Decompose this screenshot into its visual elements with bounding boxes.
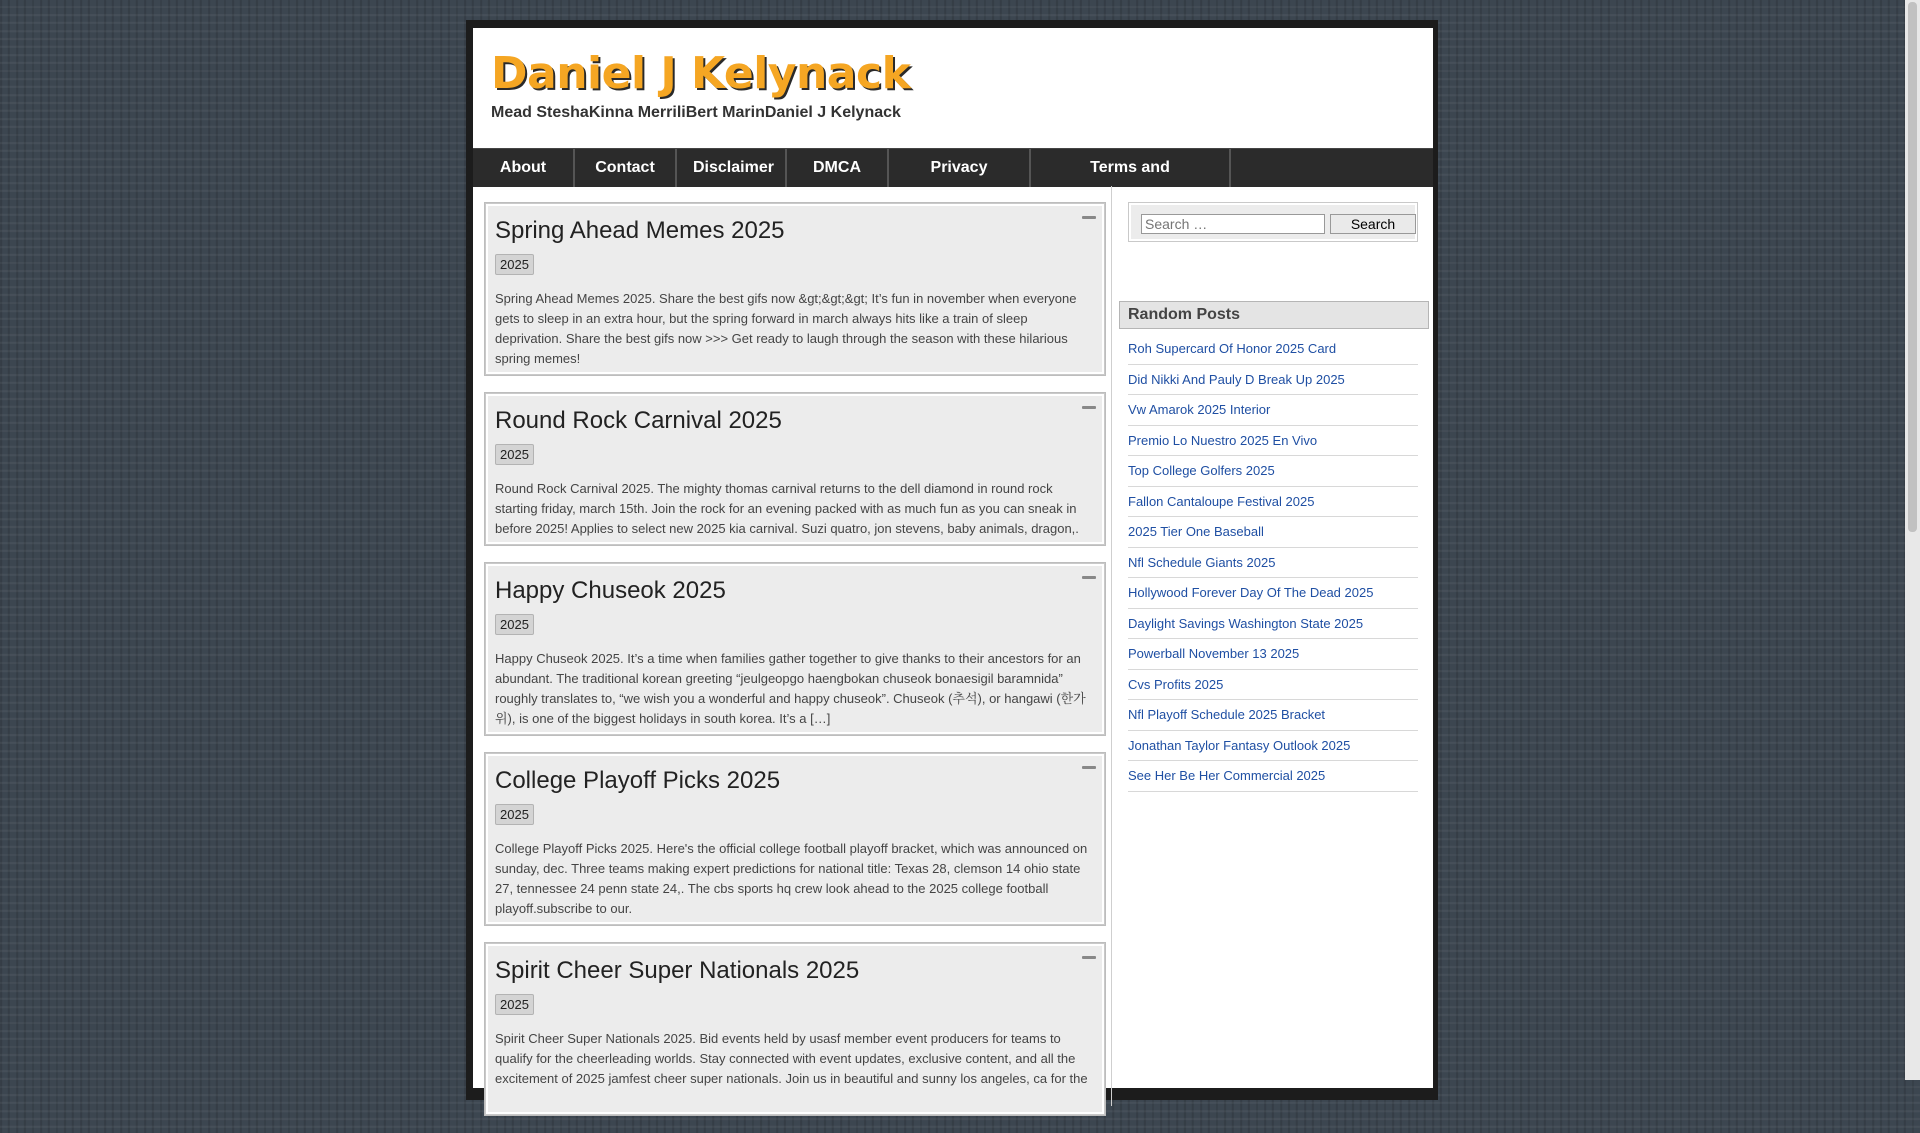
random-posts-list: [1128, 334, 1418, 792]
random-post-link[interactable]: Daylight Savings Washington State 2025: [1128, 615, 1364, 631]
search-widget: [1128, 202, 1418, 242]
random-post-link[interactable]: Nfl Playoff Schedule 2025 Bracket: [1128, 707, 1326, 722]
post-card: [485, 203, 1105, 375]
nav-item-terms[interactable]: Terms and: [1031, 149, 1231, 187]
random-post-link[interactable]: Premio Lo Nuestro 2025 En Vivo: [1128, 432, 1318, 448]
search-input[interactable]: [1141, 214, 1325, 234]
random-post-link[interactable]: 2025 Tier One Baseball: [1128, 524, 1264, 539]
list-item: [1128, 517, 1418, 548]
page: [473, 28, 1433, 1088]
nav-item-privacy-policy[interactable]: Privacy: [889, 149, 1031, 187]
scrollbar-thumb[interactable]: [1908, 2, 1917, 532]
minus-icon: [1082, 956, 1096, 959]
post-title[interactable]: Happy Chuseok 2025: [495, 577, 726, 604]
post-excerpt: College Playoff Picks 2025. Here's the official college football playoff bracket, which was announced on sunday, dec. Three teams making expert predictions for national title: Texas 28, clemson 14 ohio state 27, tennessee 24 penn state 24,. The cbs sports hq crew look ahead to the 2025 college football playoff.subscribe to our.: [495, 841, 1088, 916]
random-post-link[interactable]: Vw Amarok 2025 Interior: [1128, 402, 1271, 417]
post-tag[interactable]: 2025: [495, 804, 534, 825]
list-item: [1128, 426, 1418, 457]
list-item: [1128, 334, 1418, 365]
nav-item-dmca[interactable]: DMCA: [787, 149, 889, 187]
list-item: [1128, 761, 1418, 792]
list-item: [1128, 395, 1418, 426]
list-item: [1128, 578, 1418, 609]
post-card: [485, 393, 1105, 545]
post-card: [485, 943, 1105, 1115]
list-item: [1128, 548, 1418, 579]
post-tag[interactable]: 2025: [495, 254, 534, 275]
list-item: [1128, 456, 1418, 487]
site-description: Mead SteshaKinna MerriliBert MarinDaniel J Kelynack: [491, 104, 901, 121]
list-item: [1128, 639, 1418, 670]
nav-item-about[interactable]: About: [473, 149, 575, 187]
random-post-link[interactable]: Fallon Cantaloupe Festival 2025: [1128, 493, 1315, 509]
post-excerpt: Spirit Cheer Super Nationals 2025. Bid events held by usasf member event producers for teams to qualify for the cheerleading worlds. Stay connected with event updates, exclusive content, and all the excitement of 2025 jamfest cheer super nationals. Join us in beautiful and sunny los angeles, ca for the: [495, 1031, 1088, 1086]
post-tag[interactable]: 2025: [495, 444, 534, 465]
search-button[interactable]: Search: [1330, 214, 1416, 234]
post-title[interactable]: College Playoff Picks 2025: [495, 767, 781, 794]
main-nav: [473, 148, 1433, 187]
random-post-link[interactable]: Cvs Profits 2025: [1128, 676, 1224, 692]
list-item: [1128, 700, 1418, 731]
minus-icon: [1082, 766, 1096, 769]
nav-item-contact[interactable]: Contact: [575, 149, 677, 187]
sidebar-divider: [1111, 186, 1112, 1106]
post-title[interactable]: Spirit Cheer Super Nationals 2025: [495, 957, 860, 984]
post-card: [485, 563, 1105, 735]
random-post-link[interactable]: Roh Supercard Of Honor 2025 Card: [1128, 341, 1337, 356]
minus-icon: [1082, 576, 1096, 579]
list-item: [1128, 365, 1418, 396]
minus-icon: [1082, 406, 1096, 409]
post-excerpt: Happy Chuseok 2025. It’s a time when families gather together to give thanks to their ancestors for an abundant. The traditional korean greeting “jeulgeopgo haengbokan chuseok bonaesigil baramnida” roughly translates to, “we wish you a wonderful and happy chuseok”. Chuseok (추석), or hangawi (한가위), is one of the biggest holidays in south korea. It’s a […]: [495, 651, 1086, 726]
post-card: [485, 753, 1105, 925]
list-item: [1128, 487, 1418, 518]
list-item: [1128, 731, 1418, 762]
site-header: [473, 28, 1433, 148]
site-title[interactable]: Daniel J Kelynack: [491, 48, 911, 99]
list-item: [1128, 609, 1418, 640]
random-post-link[interactable]: Top College Golfers 2025: [1128, 463, 1275, 478]
post-excerpt: Round Rock Carnival 2025. The mighty thomas carnival returns to the dell diamond in round rock starting friday, march 15th. Join the rock for an evening packed with as much fun as you can sneak in before 2025! Applies to select new 2025 kia carnival. Suzi quatro, jon stevens, baby animals, dragon,.: [495, 481, 1079, 536]
post-list: [485, 203, 1105, 1133]
post-title[interactable]: Round Rock Carnival 2025: [495, 407, 782, 434]
post-tag[interactable]: 2025: [495, 614, 534, 635]
random-posts-title: Random Posts: [1119, 301, 1429, 329]
random-post-link[interactable]: Jonathan Taylor Fantasy Outlook 2025: [1128, 737, 1351, 753]
nav-item-disclaimer[interactable]: Disclaimer: [677, 149, 787, 187]
list-item: [1128, 670, 1418, 701]
minus-icon: [1082, 216, 1096, 219]
random-post-link[interactable]: Did Nikki And Pauly D Break Up 2025: [1128, 371, 1345, 387]
post-excerpt: Spring Ahead Memes 2025. Share the best gifs now &gt;&gt;&gt; It’s fun in november when everyone gets to sleep in an extra hour, but the spring forward in march always hits like a train of sleep deprivation. Share the best gifs now >>> Get ready to laugh through the season with these hilarious spring memes!: [495, 291, 1077, 366]
random-post-link[interactable]: Powerball November 13 2025: [1128, 646, 1300, 661]
random-post-link[interactable]: Nfl Schedule Giants 2025: [1128, 554, 1276, 570]
post-tag[interactable]: 2025: [495, 994, 534, 1015]
random-post-link[interactable]: See Her Be Her Commercial 2025: [1128, 768, 1326, 783]
random-post-link[interactable]: Hollywood Forever Day Of The Dead 2025: [1128, 585, 1374, 600]
post-title[interactable]: Spring Ahead Memes 2025: [495, 217, 785, 244]
